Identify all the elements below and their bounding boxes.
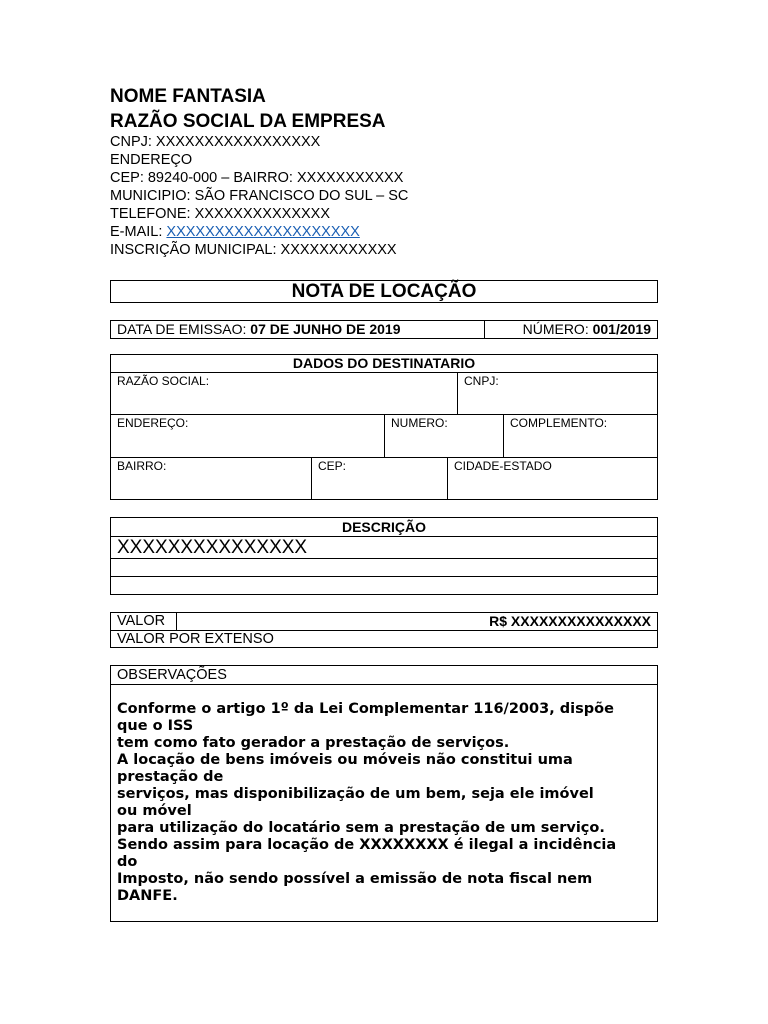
company-cnpj: CNPJ: XXXXXXXXXXXXXXXXX <box>110 134 321 150</box>
observation-line: Imposto, não sendo possível a emissão de nota fiscal nem <box>117 871 593 887</box>
email-label: E-MAIL: <box>110 224 167 240</box>
description-table <box>110 517 658 595</box>
observation-line: serviços, mas disponibilização de um bem, seja ele imóvel <box>117 786 594 802</box>
observation-line: Sendo assim para locação de XXXXXXXX é ilegal a incidência <box>117 837 617 853</box>
document-number <box>485 321 657 338</box>
recipient-heading: DADOS DO DESTINATARIO <box>111 355 658 373</box>
emission-date-value: 07 DE JUNHO DE 2019 <box>250 321 401 337</box>
company-email <box>110 223 360 241</box>
company-address: ENDEREÇO <box>110 152 193 168</box>
observation-line: A locação de bens imóveis ou móveis não constitui uma <box>117 752 573 768</box>
recipient-endereco: ENDEREÇO: <box>111 415 385 458</box>
value-table <box>110 612 658 648</box>
observations-body <box>111 685 658 922</box>
legal-name: RAZÃO SOCIAL DA EMPRESA <box>110 111 386 132</box>
description-heading: DESCRIÇÃO <box>111 518 658 537</box>
observation-line: tem como fato gerador a prestação de serviços. <box>117 735 510 751</box>
observations-text <box>117 701 651 905</box>
recipient-cnpj: CNPJ: <box>458 373 658 415</box>
recipient-table <box>110 354 658 500</box>
observation-line: prestação de <box>117 769 224 785</box>
email-link[interactable]: XXXXXXXXXXXXXXXXXXXX <box>166 224 360 240</box>
description-line-3 <box>111 577 658 595</box>
document-number-value: 001/2019 <box>592 321 651 337</box>
observations-heading: OBSERVAÇÕES <box>111 666 658 685</box>
document-number-label: NÚMERO: <box>522 321 593 337</box>
observation-line: Conforme o artigo 1º da Lei Complementar 116/2003, dispõe <box>117 701 614 717</box>
emission-date <box>111 321 485 338</box>
recipient-complemento: COMPLEMENTO: <box>504 415 658 458</box>
company-inscricao: INSCRIÇÃO MUNICIPAL: XXXXXXXXXXXX <box>110 242 397 258</box>
trade-name: NOME FANTASIA <box>110 86 266 107</box>
observation-line: para utilização do locatário sem a prestação de um serviço. <box>117 820 605 836</box>
recipient-cidade-estado: CIDADE-ESTADO <box>448 458 658 500</box>
observations-table <box>110 665 658 922</box>
value-extenso: VALOR POR EXTENSO <box>111 631 658 648</box>
recipient-numero: NUMERO: <box>385 415 504 458</box>
company-municipio: MUNICIPIO: SÃO FRANCISCO DO SUL – SC <box>110 188 409 204</box>
description-line-1: XXXXXXXXXXXXXXX <box>111 537 658 559</box>
observation-line: ou móvel <box>117 803 192 819</box>
recipient-bairro: BAIRRO: <box>111 458 312 500</box>
recipient-cep: CEP: <box>312 458 448 500</box>
date-number-row <box>110 320 658 339</box>
value-amount: R$ XXXXXXXXXXXXXXX <box>177 613 658 631</box>
observation-line: DANFE. <box>117 888 178 904</box>
document-title: NOTA DE LOCAÇÃO <box>110 280 658 303</box>
company-telefone: TELEFONE: XXXXXXXXXXXXXX <box>110 206 330 222</box>
observation-line: que o ISS <box>117 718 194 734</box>
emission-date-label: DATA DE EMISSAO: <box>117 321 251 337</box>
company-cep-bairro: CEP: 89240-000 – BAIRRO: XXXXXXXXXXX <box>110 170 404 186</box>
value-label: VALOR <box>111 613 177 631</box>
observation-line: do <box>117 854 138 870</box>
description-line-2 <box>111 559 658 577</box>
recipient-razao-social: RAZÃO SOCIAL: <box>111 373 458 415</box>
